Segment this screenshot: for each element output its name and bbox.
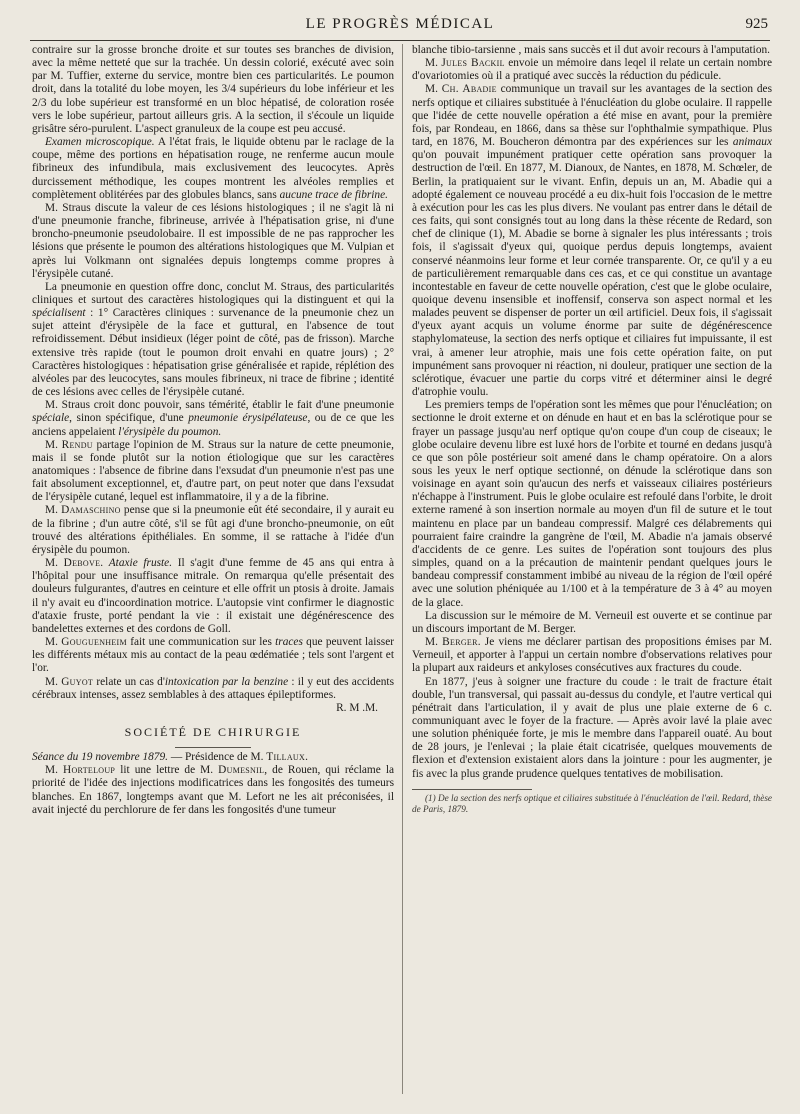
section-title-societe-chirurgie: SOCIÉTÉ DE CHIRURGIE xyxy=(32,726,394,748)
right-column xyxy=(412,44,772,815)
paragraph-straus-pneumonia: M. Straus croit donc pouvoir, sans témérité, établir le fait d'une pneumonie spéciale, sinon spécifique, d'une pneumonie érysipélateuse, ou de ce que les anciens appelaient l'érysipèle du poumon. xyxy=(32,399,394,438)
column-divider xyxy=(402,44,403,1094)
paragraph-straus-discussion: M. Straus discute la valeur de ces lésions histologiques ; il ne s'agit là ni d'une pneumonie franche, fibrineuse, arrivée à l'hépatisation grise, ni d'une broncho-pneumonie pseudolobaire. Il est impossible de ne pas rapprocher les lésions que présente le poumon des altérations histologiques que M. Vulpian et après lui Volkmann ont signalées depuis longtemps comme propres à l'érysipèle cutané. xyxy=(32,201,394,280)
paragraph-abadie: M. Ch. Abadie communique un travail sur les avantages de la section des nerfs optique et ciliaires substituée à l'énucléation du globe oculaire. Il rappelle que l'idée de cette nouvelle opération a été mise en avant, pour la première fois, par Rondeau, en 1866, dans sa thèse sur l'ophthalmie sympathique. Plus tard, en 1876, M. Boucheron démontra par des expériences sur les animaux qu'on pouvait impunément pratiquer cette opération sans provoquer la destruction de l'œil. En 1877, M. Dianoux, de Nantes, en 1878, M. Schœler, de Berlin, la pratiquaient sur le vivant. Enfin, depuis un an, M. Abadie qui a adopté également ce nouveau procédé a eu dix-huit fois l'occasion de le mettre à exécution pour les cas les plus divers. Ne voulant pas entrer dans le détail de ces faits, qui sont consignés tout au long dans la thèse récente de Redard, son chef de clinique (1), M. Abadie se borne à signaler les plus intéressants ; trois fois, il s'agissait d'yeux qui, quoique perdus depuis longtemps, avaient conservé néanmoins leur forme et leur cornée transparente. Or, ce qu'il y a eu de particulièrement remarquable dans ces cas, et ce qui constitue un avantage incontestable en faveur de cette nouvelle opération, c'est que le globe oculaire, quoique devenu insensible et inoffensif, conserva son aspect normal et les malades peuvent se dispenser de porter un œil artificiel. Deux fois, il s'agissait d'yeux ayant acquis un volume énorme par suite de dégénérescence staphylomateuse, la section des nerfs optique et ciliaires fut impuissante, il est vrai, à amener leur atrophie, mais une fois cette opération faite, on put impunément sans provoquer ni réaction, ni douleur, pratiquer une section de la sclérotique, évacuer une partie du corps vitré et déterminer ainsi le degré d'atrophie voulu. xyxy=(412,83,772,399)
header-rule xyxy=(30,40,770,41)
page-header xyxy=(30,14,770,38)
signature: R. M .M. xyxy=(336,701,378,714)
session-line: Séance du 19 novembre 1879. — Présidence de M. Tillaux. xyxy=(32,751,309,764)
paragraph-verneuil-discussion: La discussion sur le mémoire de M. Verneuil est ouverte et se continue par un discours important de M. Berger. xyxy=(412,609,772,635)
title-separator xyxy=(175,747,251,748)
left-column xyxy=(32,44,394,817)
paragraph-debove: M. Debove. Ataxie fruste. Il s'agit d'une femme de 45 ans qui entra à l'hôpital pour une insuffisance mitrale. On remarqua qu'elle présentait des douleurs fulgurantes, d'autres en ceinture et elle offrit un ptosis à droite. Jamais il n'y avait eu d'incoordination motrice. L'autopsie vint confirmer le diagnostic d'ataxie fruste, porté pendant la vie : il existait une dégénérescence des bandelettes externes et des cordons de Goll. xyxy=(32,557,394,635)
paragraph-berger: M. Berger. Je viens me déclarer partisan des propositions émises par M. Verneuil, et apporter à l'appui un certain nombre d'observations relatives pour la plupart aux raideurs et ankyloses consécutives aux fractures du coude. xyxy=(412,636,772,675)
paragraph-gouguenheim: M. Gouguenheim fait une communication sur les traces que peuvent laisser les différents métaux mis au contact de la peau œdématiée ; tels sont l'argent et l'or. xyxy=(32,636,395,675)
paragraph-guyot: M. Guyot relate un cas d'intoxication par la benzine : il y eut des accidents cérébraux intenses, assez semblables à des attaques épileptiformes. xyxy=(32,675,394,701)
paragraph-microscopy: Examen microscopique. A l'état frais, le liquide obtenu par le raclage de la coupe, même des portions en hépatisation rouge, ne renferme aucun moule fibrineux des infundibula, mais exclusivement des leucocytes. Après durcissement méthodique, les coupes montrent les alvéoles remplies et complètement oblitérées par des globules blancs, sans aucune trace de fibrine. xyxy=(32,136,394,201)
paragraph-horteloup: M. Horteloup lit une lettre de M. Dumesnil, de Rouen, qui réclame la priorité de l'idée des injections modificatrices dans les fongosités des tumeurs blanches. En 1867, longtemps avant que M. Lefort ne les ait préconisées, il avait injecté du perchlorure de fer dans les fongosités d'une tumeur xyxy=(32,764,395,816)
paragraph-continuation: contraire sur la grosse bronche droite et sur toutes ses branches de division, avec la même netteté que sur la trachée. Un dessin colorié, exécuté avec soin par M. Tuffier, externe du service, montre bien ces particularités. Le poumon droit, dans la totalité du lobe moyen, les 3/4 supérieurs du lobe inférieur et les 2/3 du lobe supérieur est transformé en un bloc hépatisé, de coloration rosée vers le lobe supérieur, partout ailleurs gris. A la section, il s'écoule un liquide grisâtre séro-purulent. L'aspect granuleux de la coupe est peu accusé. xyxy=(32,44,394,135)
paragraph-straus-conclusion: La pneumonie en question offre donc, conclut M. Straus, des particularités cliniques et surtout des caractères histologiques qui la distinguent et qui la spécialisent : 1° Caractères cliniques : survenance de la pneumonie chez un sujet atteint d'érysipèle de la face et guttural, en l'absence de tout refroidissement. Début insidieux (léger point de côté, pas de frisson). Marche extensive très rapide (tout le poumon droit envahi en quatre jours) ; 2° Caractères histologiques : hépatisation grise généralisée et rapide, réplétion des alvéoles par des leucocytes, sans moules fibrineux, ni trace de fibrine ; identité de ces lésions avec celles de l'érysipèle cutané. xyxy=(32,280,394,399)
footnote: (1) De la section des nerfs optique et ciliaires substituée à l'énucléation de l'œil. Redard, thèse de Paris, 1879. xyxy=(412,792,772,814)
paragraph-damaschino: M. Damaschino pense que si la pneumonie eût été secondaire, il y aurait eu de la fibrine ; d'un autre côté, s'il se fût agi d'une broncho-pneumonie, on eût trouvé des altérations épithéliales. En somme, il se rattache à l'idée d'un érysipèle du poumon. xyxy=(32,504,394,556)
page-number: 925 xyxy=(745,16,768,32)
paragraph-operation-steps: Les premiers temps de l'opération sont les mêmes que pour l'énucléation; on sectionne le droit externe et on dénude en haut et en bas la sclérotique pour se frayer un passage jusqu'au nerf optique qu'on coupe d'un coup de ciseaux; le globe oculaire devenu libre est luxé hors de l'orbite et tourné en dedans jusqu'à ce que son pôle postérieur soit amené dans le champ opératoire. On a alors sous les yeux le nerf optique sectionné, on dénude la sclérotique dans son voisinage en ayant soin qu'aucun des nerfs et vaisseaux ciliaires postérieurs n'échappe à l'instrument. Puis le globe oculaire est refoulé dans l'orbite, le droit externe ramené à son insertion normale au moyen d'un fil de suture et le tout maintenu en place par un bandeau compressif. Malgré ces délabrements qui pourraient faire craindre la gangrène de l'œil, M. Abadie n'a jamais observé d'accidents de ce genre. Les suites de l'opération sont toujours des plus simples, quand on a la précaution de maintenir pendant quelques jours le bandeau compressif constamment imbibé au niveau de la région de l'œil opéré avec une solution phéniquée au 1/100 et à la température de 3 à 4° au moyen de la glace. xyxy=(412,399,772,609)
journal-title: LE PROGRÈS MÉDICAL xyxy=(305,16,495,32)
paragraph-fracture-1877: En 1877, j'eus à soigner une fracture du coude : le trait de fracture était double, l'un transversal, qui passait au-dessus du condyle, et l'autre vertical qui pénétrait dans l'articulation, il y avait de plus une plaie externe de 6 c. communiquant avec le foyer de la fracture. — Après avoir lavé la plaie avec une solution phéniquée forte, je mis le membre dans l'appareil ouaté. Au bout de 28 jours, je l'enlevai ; la plaie était cicatrisée, quelques mouvements de flexion et d'extension existaient alors dans la jointure : pour les augmenter, je fis avec la plus grande prudence quelques tentatives de mobilisation. xyxy=(412,675,772,780)
footnote-rule xyxy=(412,789,532,790)
paragraph-rendu: M. Rendu partage l'opinion de M. Straus sur la nature de cette pneumonie, mais il se fonde plutôt sur la notion étiologique que sur les caractères anatomiques : l'absence de fibrine dans l'exsudat d'un pneumonie n'est pas une fait absolument exceptionnel, et, d'autre part, on peut noter que dans l'exsudat de l'érysipèle cutané, lequel est inflammatoire, il y a de la fibrine. xyxy=(32,438,394,504)
paragraph-continuation-right: blanche tibio-tarsienne , mais sans succès et il dut avoir recours à l'amputation. xyxy=(412,44,771,56)
paragraph-backil: M. Jules Backil envoie un mémoire dans leqel il relate un certain nombre d'ovariotomies où il a pratiqué avec succès la réduction du pédicule. xyxy=(412,57,772,83)
